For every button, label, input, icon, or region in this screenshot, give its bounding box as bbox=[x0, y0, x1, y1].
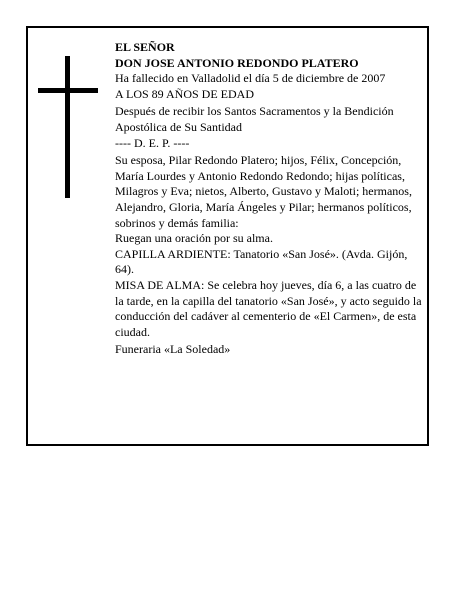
deceased-name: DON JOSE ANTONIO REDONDO PLATERO bbox=[115, 55, 359, 70]
latin-cross-icon bbox=[38, 56, 98, 198]
sacraments-text: Después de recibir los Santos Sacramentos y la Bendición Apostólica de Su Santidad bbox=[115, 104, 394, 134]
cross-vertical-bar bbox=[65, 56, 70, 198]
notice-text bbox=[115, 40, 427, 358]
death-line: Ha fallecido en Valladolid el día 5 de diciembre de 2007 bbox=[115, 71, 386, 86]
chapel-text: CAPILLA ARDIENTE: Tanatorio «San José». (Avda. Gijón, 64). bbox=[115, 246, 408, 277]
family-text: Su esposa, Pilar Redondo Platero; hijos, Félix, Concepción, María Lourdes y Antonio Redondo Redondo; hijas políticas, Milagros y Eva; nietos, Alberto, Gustavo y Maloti; hermanos, Alejandro, Gloria, María Ángeles y Pilar; hermanos políticos, sobrinos y demás familia: bbox=[115, 153, 412, 230]
dep-line: ---- D. E. P. ---- bbox=[115, 135, 190, 150]
notice-title: EL SEÑOR bbox=[115, 40, 175, 54]
mass-text: MISA DE ALMA: Se celebra hoy jueves, día 6, a las cuatro de la tarde, en la capilla del tanatorio «San José», y acto seguido la conducción del cadáver al cementerio de «El Carmen», de esta ciudad. bbox=[115, 277, 422, 339]
cross-horizontal-bar bbox=[38, 88, 98, 93]
obituary-notice bbox=[26, 26, 429, 446]
prayer-text: Ruegan una oración por su alma. bbox=[115, 231, 273, 246]
age-line: A LOS 89 AÑOS DE EDAD bbox=[115, 86, 255, 101]
funeral-home-text: Funeraria «La Soledad» bbox=[115, 342, 231, 357]
